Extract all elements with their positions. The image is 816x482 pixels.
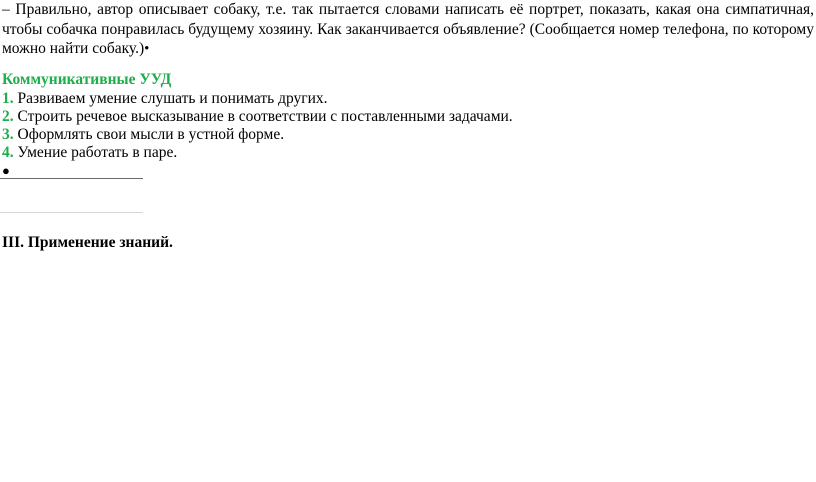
list-item-text: Развиваем умение слушать и понимать других.	[17, 90, 328, 107]
list-item	[2, 143, 814, 163]
list-item-text: Умение работать в паре.	[17, 144, 178, 161]
list-item-text: Строить речевое высказывание в соответствии с поставленными задачами.	[17, 108, 513, 125]
list-item	[2, 107, 814, 127]
list-item-number: 2.	[2, 108, 14, 125]
list-item-text: Оформлять свои мысли в устной форме.	[17, 126, 285, 143]
list-item-number: 1.	[2, 90, 14, 107]
intro-paragraph	[2, 0, 814, 60]
list-item	[2, 89, 814, 109]
section-heading: Коммуникативные УУД	[2, 71, 172, 88]
list-item	[2, 125, 814, 145]
divider-line-light	[0, 212, 143, 213]
trailing-bullet: ●	[2, 163, 10, 178]
intro-text: – Правильно, автор описывает собаку, т.е. так пытается словами написать её портрет, показать, какая она симпатичная, чтобы собачка понравилась будущему хозяину. Как заканчивается объявление? (Сообщается номер телефона, по которому можно найти собаку.)	[2, 1, 814, 57]
divider-line	[0, 178, 143, 179]
part3-heading: III. Применение знаний.	[2, 234, 173, 251]
list-item-number: 4.	[2, 144, 14, 161]
list-item-number: 3.	[2, 126, 14, 143]
intro-bullet: •	[144, 41, 150, 57]
